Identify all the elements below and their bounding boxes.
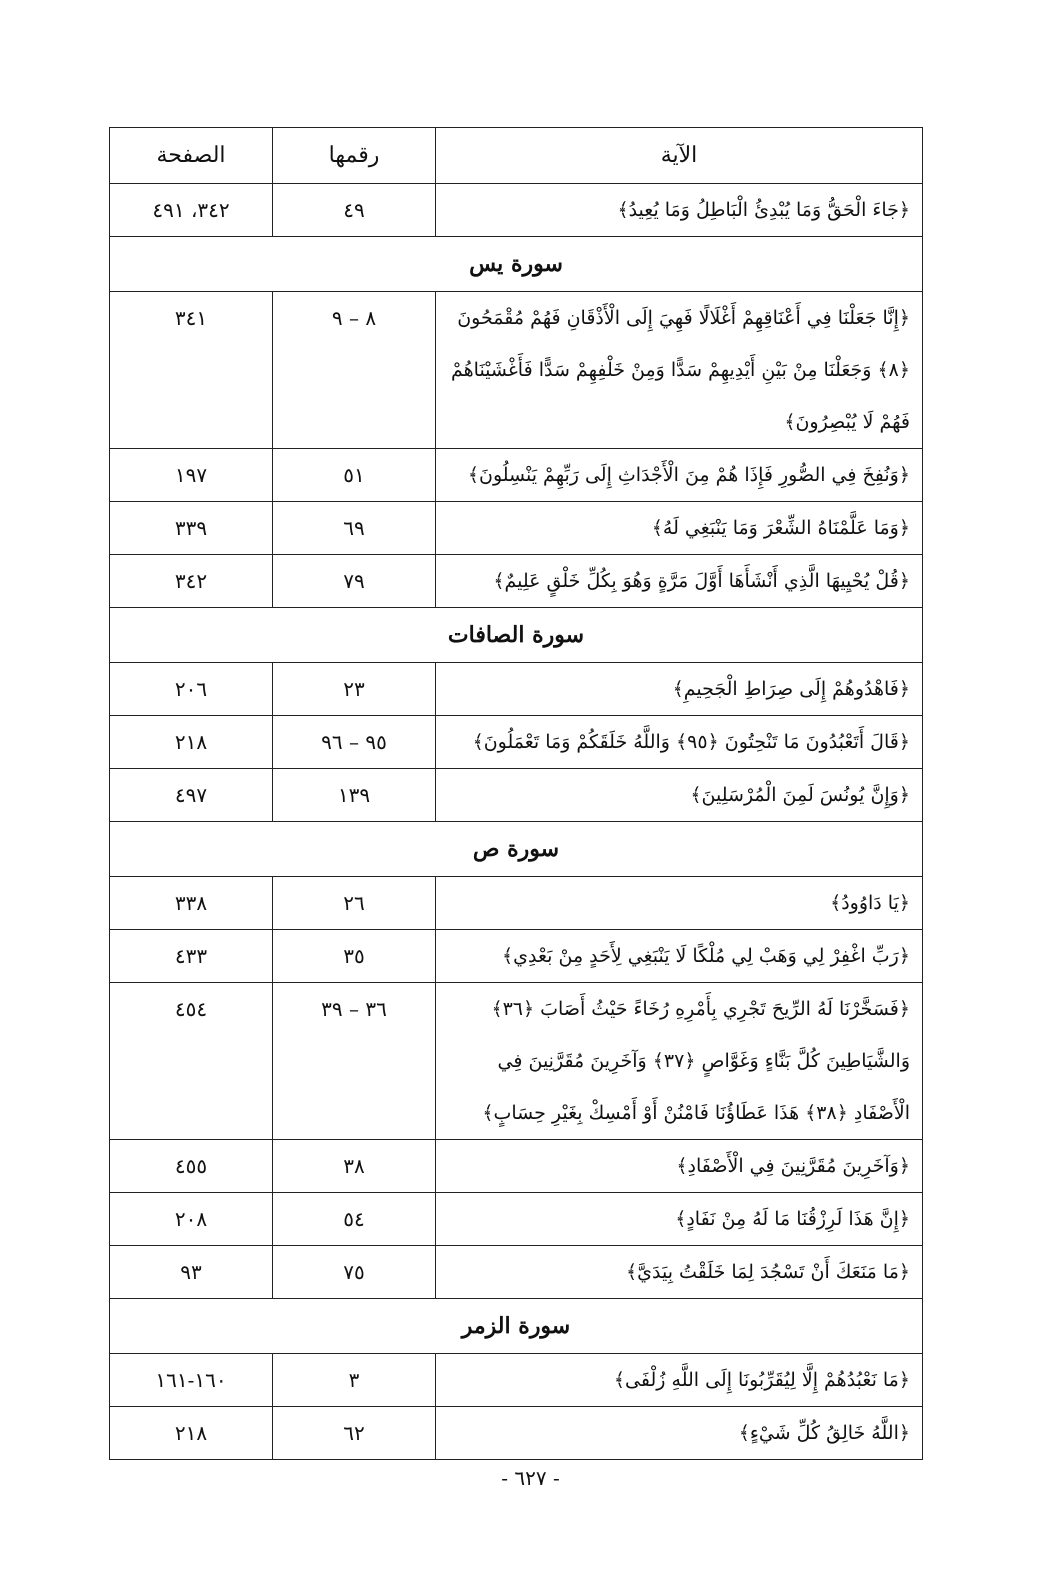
page-cell: ٤٩٧ [110, 769, 273, 822]
page-cell: ٤٥٥ [110, 1140, 273, 1193]
page-cell: ٣٣٨ [110, 877, 273, 930]
ayah-cell: ﴿رَبِّ اغْفِرْ لِي وَهَبْ لِي مُلْكًا لَا يَنْبَغِي لِأَحَدٍ مِنْ بَعْدِي﴾ [436, 930, 923, 983]
ayah-number-cell: ٢٣ [273, 663, 436, 716]
ayah-cell: ﴿قَالَ أَتَعْبُدُونَ مَا تَنْحِتُونَ ﴿٩٥﴾ وَاللَّهُ خَلَقَكُمْ وَمَا تَعْمَلُونَ﴾ [436, 716, 923, 769]
ayah-cell: ﴿اللَّهُ خَالِقُ كُلِّ شَيْءٍ﴾ [436, 1407, 923, 1460]
ayah-cell: ﴿وَنُفِخَ فِي الصُّورِ فَإِذَا هُمْ مِنَ الْأَجْدَاثِ إِلَى رَبِّهِمْ يَنْسِلُونَ﴾ [436, 449, 923, 502]
ayah-cell: ﴿قُلْ يُحْيِيهَا الَّذِي أَنْشَأَهَا أَوَّلَ مَرَّةٍ وَهُوَ بِكُلِّ خَلْقٍ عَلِيمٌ﴾ [436, 555, 923, 608]
ayah-cell: ﴿إِنَّ هَذَا لَرِزْقُنَا مَا لَهُ مِنْ نَفَادٍ﴾ [436, 1193, 923, 1246]
page-cell: ١٦٠-١٦١ [110, 1354, 273, 1407]
table-row [110, 184, 923, 237]
ayah-cell: ﴿مَا مَنَعَكَ أَنْ تَسْجُدَ لِمَا خَلَقْتُ بِيَدَيَّ﴾ [436, 1246, 923, 1299]
table-row [110, 292, 923, 449]
ayah-number-cell: ٥٤ [273, 1193, 436, 1246]
surah-title: سورة يس [110, 237, 923, 292]
ayah-number-cell: ٣٦ – ٣٩ [273, 983, 436, 1140]
page-cell: ٣٤١ [110, 292, 273, 449]
surah-title: سورة الصافات [110, 608, 923, 663]
surah-heading-row [110, 822, 923, 877]
ayah-number-cell: ٤٩ [273, 184, 436, 237]
ayah-cell: ﴿إِنَّا جَعَلْنَا فِي أَعْنَاقِهِمْ أَغْلَالًا فَهِيَ إِلَى الْأَذْقَانِ فَهُمْ مُقْمَحُونَ ﴿٨﴾ وَجَعَلْنَا مِنْ بَيْنِ أَيْدِيهِمْ سَدًّا وَمِنْ خَلْفِهِمْ سَدًّا فَأَغْشَيْنَاهُمْ فَهُمْ لَا يُبْصِرُونَ﴾ [436, 292, 923, 449]
ayah-cell: ﴿مَا نَعْبُدُهُمْ إِلَّا لِيُقَرِّبُونَا إِلَى اللَّهِ زُلْفَى﴾ [436, 1354, 923, 1407]
page-cell: ١٩٧ [110, 449, 273, 502]
table-row [110, 769, 923, 822]
table-row [110, 1246, 923, 1299]
ayah-cell: ﴿جَاءَ الْحَقُّ وَمَا يُبْدِئُ الْبَاطِلُ وَمَا يُعِيدُ﴾ [436, 184, 923, 237]
table-row [110, 663, 923, 716]
page-cell: ٢١٨ [110, 1407, 273, 1460]
table-row [110, 449, 923, 502]
table-row [110, 983, 923, 1140]
header-page: الصفحة [110, 128, 273, 184]
ayah-number-cell: ١٣٩ [273, 769, 436, 822]
ayah-cell: ﴿فَاهْدُوهُمْ إِلَى صِرَاطِ الْجَحِيمِ﴾ [436, 663, 923, 716]
table-row [110, 1354, 923, 1407]
surah-heading-row [110, 608, 923, 663]
ayah-cell: ﴿فَسَخَّرْنَا لَهُ الرِّيحَ تَجْرِي بِأَمْرِهِ رُخَاءً حَيْثُ أَصَابَ ﴿٣٦﴾ وَالشَّيَاطِينَ كُلَّ بَنَّاءٍ وَغَوَّاصٍ ﴿٣٧﴾ وَآخَرِينَ مُقَرَّنِينَ فِي الْأَصْفَادِ ﴿٣٨﴾ هَذَا عَطَاؤُنَا فَامْنُنْ أَوْ أَمْسِكْ بِغَيْرِ حِسَابٍ﴾ [436, 983, 923, 1140]
page-cell: ٣٤٢ [110, 555, 273, 608]
table-row [110, 1193, 923, 1246]
page-cell: ٢١٨ [110, 716, 273, 769]
surah-heading-row [110, 237, 923, 292]
page-number: - ٦٢٧ - [501, 1466, 560, 1490]
page-cell: ٢٠٨ [110, 1193, 273, 1246]
page-cell: ٤٣٣ [110, 930, 273, 983]
ayah-number-cell: ٣ [273, 1354, 436, 1407]
page-cell: ٢٠٦ [110, 663, 273, 716]
ayah-number-cell: ٣٨ [273, 1140, 436, 1193]
ayah-cell: ﴿وَإِنَّ يُونُسَ لَمِنَ الْمُرْسَلِينَ﴾ [436, 769, 923, 822]
surah-title: سورة الزمر [110, 1299, 923, 1354]
surah-heading-row [110, 1299, 923, 1354]
ayah-number-cell: ٧٥ [273, 1246, 436, 1299]
ayah-number-cell: ٥١ [273, 449, 436, 502]
ayah-cell: ﴿يَا دَاوُودُ﴾ [436, 877, 923, 930]
ayah-number-cell: ٦٩ [273, 502, 436, 555]
table-row [110, 555, 923, 608]
header-number: رقمها [273, 128, 436, 184]
table-row [110, 877, 923, 930]
table-header-row [110, 128, 923, 184]
page-cell: ٣٣٩ [110, 502, 273, 555]
table-row [110, 502, 923, 555]
ayah-cell: ﴿وَمَا عَلَّمْنَاهُ الشِّعْرَ وَمَا يَنْبَغِي لَهُ﴾ [436, 502, 923, 555]
header-ayah: الآية [436, 128, 923, 184]
ayah-cell: ﴿وَآخَرِينَ مُقَرَّنِينَ فِي الْأَصْفَادِ﴾ [436, 1140, 923, 1193]
page-cell: ٣٤٢، ٤٩١ [110, 184, 273, 237]
table-row [110, 716, 923, 769]
ayah-number-cell: ٦٢ [273, 1407, 436, 1460]
table-row [110, 1407, 923, 1460]
verse-index-table [109, 127, 923, 1460]
ayah-number-cell: ٧٩ [273, 555, 436, 608]
ayah-number-cell: ٢٦ [273, 877, 436, 930]
page-cell: ٤٥٤ [110, 983, 273, 1140]
table-row [110, 930, 923, 983]
page-cell: ٩٣ [110, 1246, 273, 1299]
table-row [110, 1140, 923, 1193]
surah-title: سورة ص [110, 822, 923, 877]
ayah-number-cell: ٨ – ٩ [273, 292, 436, 449]
ayah-number-cell: ٩٥ – ٩٦ [273, 716, 436, 769]
ayah-number-cell: ٣٥ [273, 930, 436, 983]
